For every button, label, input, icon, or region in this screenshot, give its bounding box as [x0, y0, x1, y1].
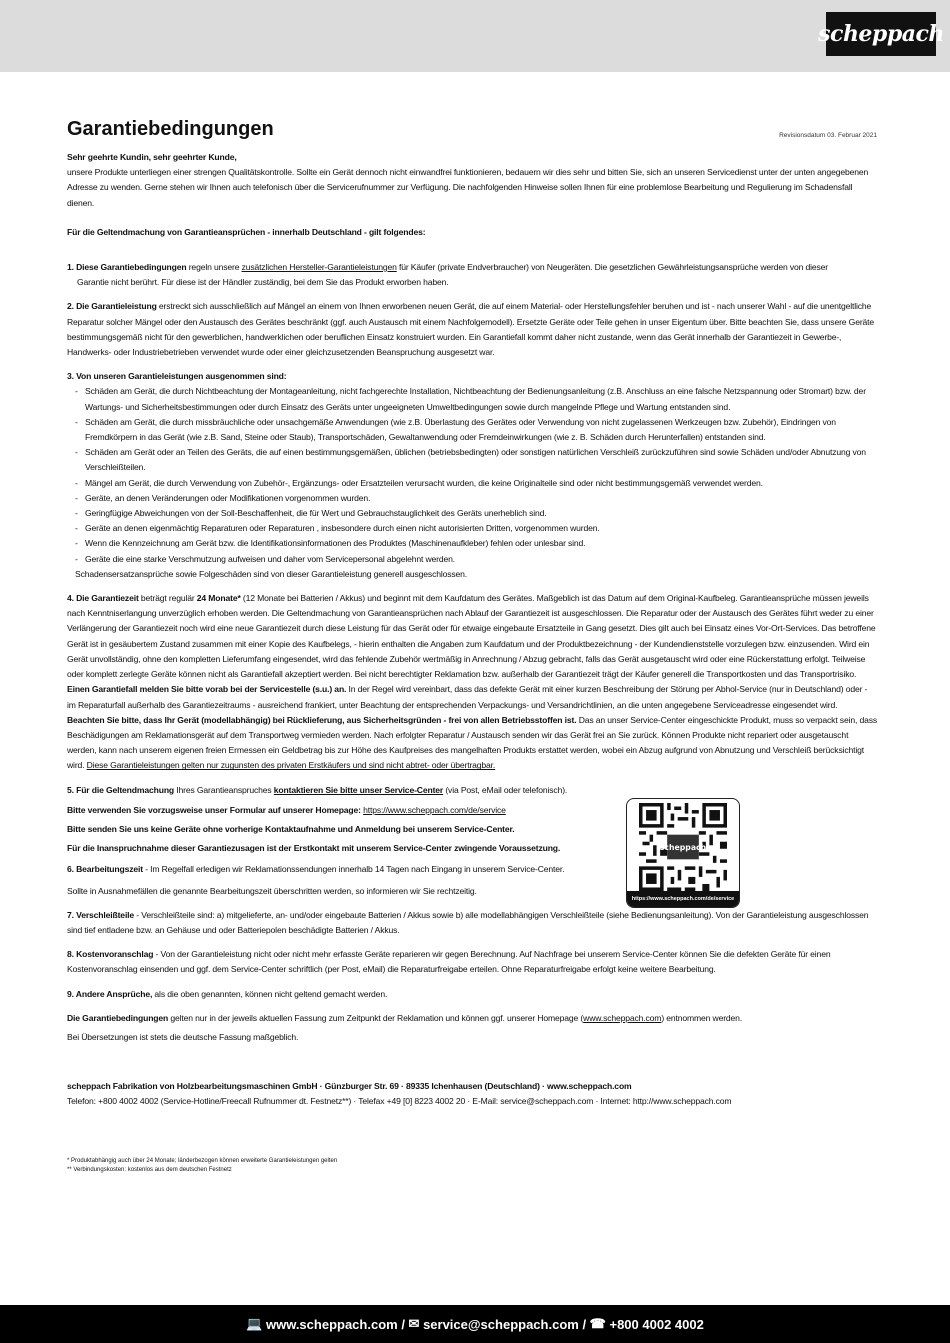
footer-mail[interactable]: service@scheppach.com — [423, 1316, 579, 1332]
section-3-heading: 3. Von unseren Garantieleistungen ausgenommen sind: — [67, 371, 287, 382]
closing-text: Die Garantiebedingungen gelten nur in der jeweils aktuellen Fassung zum Zeitpunkt der Reklamation und können ggf. unserer Homepage (www.scheppach.com) entnommen werden. — [67, 1012, 743, 1023]
first-contact-notice: Für die Inanspruchnahme dieser Garantiezusagen ist der Erstkontakt mit unserem Service-Center zwingende Voraussetzung. — [67, 843, 561, 854]
footer-web[interactable]: www.scheppach.com — [265, 1316, 398, 1332]
service-form-link[interactable]: https://www.scheppach.com/de/service — [363, 804, 506, 815]
service-center-link[interactable]: kontaktieren Sie bitte unser Service-Center — [273, 784, 444, 795]
company-line: scheppach Fabrikation von Holzbearbeitungsmaschinen GmbH · Günzburger Str. 69 · 89335 Ichenhausen (Deutschland) · www.scheppach.com — [67, 1081, 632, 1092]
footnotes — [67, 1157, 667, 1175]
section-8: 8. Kostenvoranschlag - Von der Garantieleistung nicht oder nicht mehr erfasste Geräte reparieren wir gegen Berechnung. Auf Nachfrage bei unserem Service-Center können Sie die defekten Geräte für einen Kostenvoranschlag einsenden und ggf. dem Service-Center schriftlich (per Post, eMail) die Reparaturfreigabe erteilen. Ohne Reparaturfreigabe erfolgt keine weitere Bearbeitung. — [67, 949, 831, 975]
list-item: - Mängel am Gerät, die durch Verwendung von Zubehör-, Ergänzungs- oder Ersatzteilen verursacht wurden, die keine Originalteile sind oder nicht bestimmungsgemäß verwendet werden. — [75, 476, 877, 491]
list-item: - Geräte, an denen Veränderungen oder Modifikationen vorgenommen wurden. — [75, 491, 877, 506]
section-4: 4. Die Garantiezeit beträgt regulär 24 Monate* (12 Monate bei Batterien / Akkus) und beginnt mit dem Kaufdatum des Gerätes. Maßgeblich ist das Datum auf dem Original-Kaufbeleg. Garantieansprüche müssen jeweils nach Kenntniserlangung unverzüglich erhoben werden. Die Geltendmachung von Garantieansprüchen nach Ablauf der Garantiezeit ist ausgeschlossen. Die Reparatur oder der Austausch des Gerätes führt weder zu einer Verlängerung der Garantiezeit noch wird eine neue Garantiezeit durch diese Leistung für das Gerät oder für etwaige eingebaute Ersatzteile in Gang gesetzt. Dies gilt auch bei Einsatz eines Vor-Ort-Services. Das betroffene Gerät ist in gesäubertem Zustand zusammen mit einer Kopie des Kaufbelegs, - hierin enthalten die Angaben zum Kaufdatum und der Produktbezeichnung - der Kundendienststelle vorzulegen bzw. einzusenden. Wird ein Gerät unvollständig, ohne den kompletten Lieferumfang eingesendet, wird das fehlende Zubehör wertmäßig in Anrechnung / Abzug gebracht, falls das Gerät ausgetauscht wird oder eine Rückerstattung erfolgt. Teilweise oder komplett zerlegte Geräte können nicht als Garantiefall akzeptiert werden. Bei nicht berechtigter Reklamation bzw. außerhalb der Garantiezeit trägt der Käufer generell die Transportkosten und das Transportrisiko. Einen Garantiefall melden Sie bitte vorab bei der Servicestelle (s.u.) an. In der Regel wird vereinbart, dass das defekte Gerät mit einer kurzen Beschreibung der Störung per Abhol-Service (nur in Deutschland) oder - im Reparaturfall außerhalb des Garantiezeitraums - ausreichend frankiert, unter Beachtung der entsprechenden Verpackungs- und Versandrichtlinien, an die unten angegebene Serviceadresse eingesendet wird. Beachten Sie bitte, dass Ihr Gerät (modellabhängig) bei Rücklieferung, aus Sicherheitsgründen - frei von allen Betriebsstoffen ist. Das an unser Service-Center eingeschickte Produkt, muss so verpackt sein, dass Beschädigungen am Reklamationsgerät auf dem Transportweg vermieden werden. Nach erfolgter Reparatur / Austausch senden wir das Gerät frei an Sie zurück. Können Produkte nicht repariert oder ausgetauscht werden, kann nach unserem eigenen freien Ermessen ein Geldbetrag bis zur Höhe des Kaufpreises des mangelhaften Produkts erstattet werden, wobei ein Abzug aufgrund von Abnutzung und Verschleiß berücksichtigt wird. Diese Garantieleistungen gelten nur zugunsten des privaten Erstkäufers und sind nicht abtret- oder übertragbar. — [67, 593, 877, 771]
logo-text: scheppach — [818, 21, 944, 47]
header-bar — [0, 0, 950, 72]
contact-line: Telefon: +800 4002 4002 (Service-Hotline/Freecall Rufnummer dt. Festnetz**) · Telefax +49 [0] 8223 4002 20 · E-Mail: service@scheppach.com · Internet: http://www.scheppach.com — [67, 1096, 732, 1107]
footnote: ** Verbindungskosten: kostenlos aus dem deutschen Festnetz — [67, 1167, 232, 1173]
footer-phone[interactable]: +800 4002 4002 — [609, 1316, 704, 1332]
section-6: 6. Bearbeitungszeit - Im Regelfall erledigen wir Reklamationssendungen innerhalb 14 Tagen nach Eingang in unserem Service-Center. — [67, 864, 565, 875]
section-7: 7. Verschleißteile - Verschleißteile sind: a) mitgelieferte, an- und/oder eingebaute Batterien / Akkus sowie b) alle modellabhängigen Verschleißteile (siehe Bedienungsanleitung). Von der Garantieleistung ausgeschlossen sind tief entladene bzw. an Gehäuse und oder Batteriepolen beschädigte Batterien / Akkus. — [67, 909, 869, 935]
intro-text: unsere Produkte unterliegen einer strengen Qualitätskontrolle. Sollte ein Gerät dennoch nicht einwandfrei funktionieren, bedauern wir dies sehr und bitten Sie, sich an unseren Servicedienst unter der unten angegebenen Adresse zu wenden. Gerne stehen wir Ihnen auch telefonisch über die Servicerufnummer zur Verfügung. Die nachfolgenden Hinweise sollen Ihnen für eine problemlose Bearbeitung und Regulierung im Schadensfall dienen. — [67, 167, 869, 208]
scheppach-logo — [818, 12, 944, 56]
scope-heading: Für die Geltendmachung von Garantieansprüchen - innerhalb Deutschland - gilt folgendes: — [67, 226, 426, 237]
section-1-cont: Garantie nicht berührt. Für diese ist der Händler zuständig, bei dem Sie das Produkt erworben haben. — [77, 277, 449, 288]
list-item: - Geräte die eine starke Verschmutzung aufweisen und daher vom Servicepersonal abgelehnt werden. — [75, 552, 877, 567]
exclusions-list — [67, 384, 877, 566]
footnote: * Produktabhängig auch über 24 Monate; länderbezogen können erweiterte Garantieleistungen gelten — [67, 1158, 338, 1164]
list-item: - Geringfügige Abweichungen von der Soll-Beschaffenheit, die für Wert und Gebrauchstauglichkeit des Geräts unerheblich sind. — [75, 506, 877, 521]
section-5-block — [67, 783, 617, 899]
service-qr-code[interactable] — [626, 798, 740, 908]
section-2: 2. Die Garantieleistung erstreckt sich ausschließlich auf Mängel an einem von Ihnen erworbenen neuen Gerät, die auf einem Material- oder Herstellungsfehler beruhen und ist - nach unserer Wahl - auf die unentgeltliche Reparatur solcher Mängel oder den Austausch des Gerätes beschränkt (ggf. auch Austausch mit einem Nachfolgemodell). Ersetzte Geräte oder Teile gehen in unser Eigentum über. Bitte beachten Sie, dass unsere Geräte bestimmungsgemäß nicht für den gewerblichen, handwerklichen oder beruflichen Einsatz konstruiert wurden. Ein Garantiefall kommt daher nicht zustande, wenn das Gerät innerhalb der Garantiezeit in Gewerbe-, Handwerks- oder Industriebetrieben verwendet wurde oder einer gleichzusetzenden Beanspruchung ausgesetzt war. — [67, 301, 875, 358]
section-6-cont: Sollte in Ausnahmefällen die genannte Bearbeitungszeit überschritten werden, so informieren wir Sie rechtzeitig. — [67, 885, 477, 896]
warranty-link[interactable]: zusätzlichen Hersteller-Garantieleistungen — [241, 262, 397, 273]
section-5: 5. Für die Geltendmachung Ihres Garantieanspruches kontaktieren Sie bitte unser Service-Center (via Post, eMail oder telefonisch). — [67, 784, 568, 795]
list-item: - Schäden am Gerät, die durch missbräuchliche oder unsachgemäße Anwendungen (wie z.B. Überlastung des Gerätes oder Verwendung von nicht zugelassenen Werkzeugen bzw. Zubehör), Eindringen von Fremdkörpern in das Gerät (wie z.B. Sand, Steine oder Staub), Transportschäden, Gewaltanwendung oder Fremdeinwirkungen (wie z. B. Schäden durch Herunterfallen) entstanden sind. — [75, 415, 877, 445]
service-form-line: Bitte verwenden Sie vorzugsweise unser Formular auf unserer Homepage: https://www.scheppach.com/de/service — [67, 804, 506, 815]
list-item: - Schäden am Gerät, die durch Nichtbeachtung der Montageanleitung, nicht fachgerechte Installation, Nichtbeachtung der Bedienungsanleitung (z.B. Anschluss an eine falsche Netzspannung oder Stromart) bzw. der Wartungs- und Sicherheitsbestimmungen oder durch Einsatz des Geräts unter ungeeigneten Umweltbedingungen sowie durch mangelnde Pflege und Wartung entstanden sind. — [75, 384, 877, 414]
qr-center-logo: scheppach — [659, 843, 707, 853]
salutation: Sehr geehrte Kundin, sehr geehrter Kunde, — [67, 152, 237, 162]
page-title: Garantiebedingungen — [67, 118, 274, 140]
phone-icon: ☎ — [589, 1316, 610, 1331]
document-body — [67, 118, 877, 1110]
title-row — [67, 118, 877, 141]
translation-note: Bei Übersetzungen ist stets die deutsche Fassung maßgeblich. — [67, 1031, 299, 1042]
mail-icon: ✉ — [408, 1316, 424, 1331]
qr-url-label: https://www.scheppach.com/de/service — [627, 891, 739, 907]
section-1: 1. Diese Garantiebedingungen regeln unsere zusätzlichen Hersteller-Garantieleistungen für Käufer (private Endverbraucher) von Neugeräten. Die gesetzlichen Gewährleistungsansprüche werden von dieser — [67, 262, 828, 273]
no-send-notice: Bitte senden Sie uns keine Geräte ohne vorherige Kontaktaufnahme und Anmeldung bei unserem Service-Center. — [67, 823, 515, 834]
list-item: - Wenn die Kennzeichnung am Gerät bzw. die Identifikationsinformationen des Produktes (Maschinenaufkleber) fehlen oder unlesbar sind. — [75, 536, 877, 551]
list-item: - Geräte an denen eigenmächtig Reparaturen oder Reparaturen , insbesondere durch einen nicht autorisierten Dritten, vorgenommen wurden. — [75, 521, 877, 536]
footer-bar: 💻 www.scheppach.com / ✉ service@scheppach.com / ☎ +800 4002 4002 — [0, 1305, 950, 1343]
revision-date: Revisionsdatum 03. Februar 2021 — [779, 132, 877, 139]
section-3-closing: Schadensersatzansprüche sowie Folgeschäden sind von dieser Garantieleistung generell ausgeschlossen. — [75, 568, 468, 579]
list-item: - Schäden am Gerät oder an Teilen des Geräts, die auf einen bestimmungsgemäßen, üblichen (betriebsbedingten) oder sonstigen natürlichen Verschleiß zurückzuführen sind sowie Schäden und/oder Abnutzung von Verschleißteilen. — [75, 445, 877, 475]
qr-code-icon — [639, 803, 727, 891]
section-9: 9. Andere Ansprüche, als die oben genannten, können nicht geltend gemacht werden. — [67, 988, 388, 999]
laptop-icon: 💻 — [246, 1316, 266, 1331]
homepage-link[interactable]: www.scheppach.com — [583, 1012, 662, 1023]
